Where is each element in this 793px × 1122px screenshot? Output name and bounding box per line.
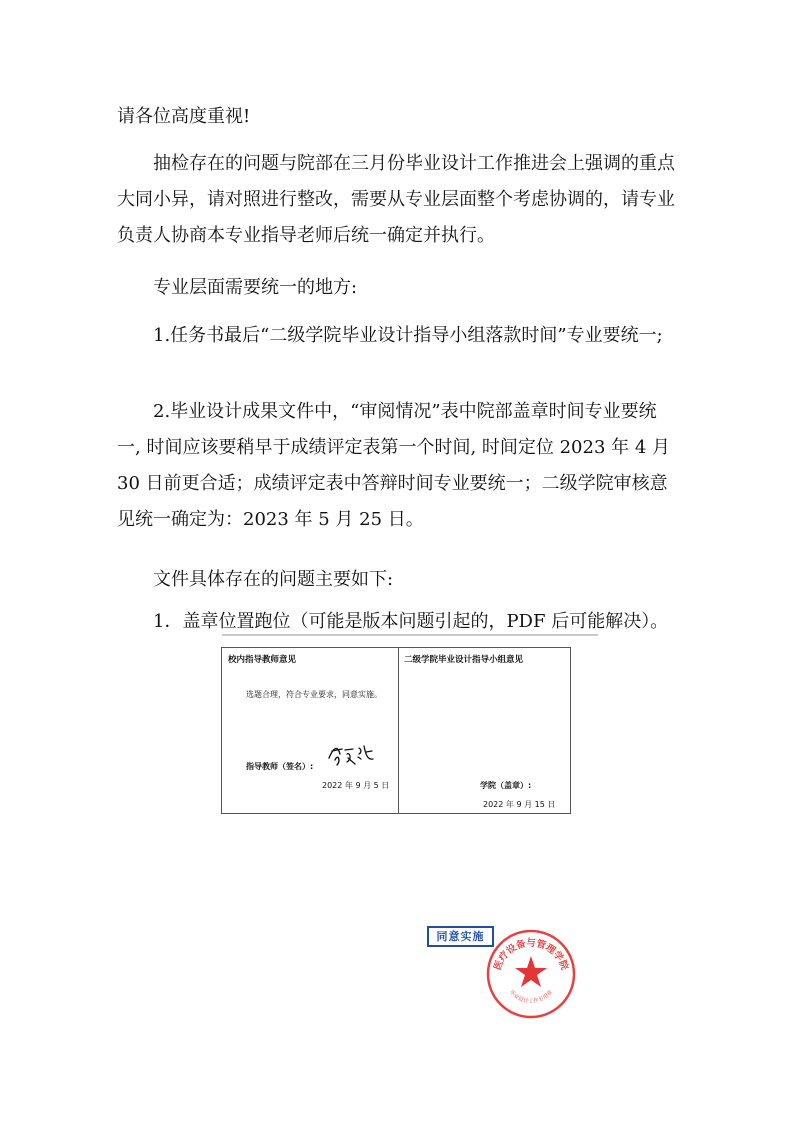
left-date: 2022 年 9 月 5 日 bbox=[322, 781, 390, 790]
red-seal-stamp bbox=[485, 928, 577, 1020]
handwritten-signature bbox=[326, 740, 376, 768]
right-cell-title: 二级学院毕业设计指导小组意见 bbox=[404, 655, 524, 665]
right-sign-label: 学院（盖章）: bbox=[480, 781, 532, 790]
left-sign-label: 指导教师（签名）: bbox=[246, 762, 314, 771]
paragraph-2: 抽检存在的问题与院部在三月份毕业设计工作推进会上强调的重点大同小异，请对照进行整改，需要从专业层面整个考虑协调的，请专业负责人协商本专业指导老师后统一确定并执行。 bbox=[117, 153, 675, 246]
paragraph-7: 1．盖章位置跑位（可能是版本问题引起的，PDF 后可能解决）。 bbox=[153, 611, 669, 632]
svg-text:毕业设计工作专用章: 毕业设计工作专用章 bbox=[507, 989, 555, 1005]
approve-stamp-box: 同意实施 bbox=[427, 926, 494, 947]
left-cell-title: 校内指导教师意见 bbox=[228, 655, 297, 665]
table-divider bbox=[398, 648, 399, 813]
paragraph-5: 2.毕业设计成果文件中，“审阅情况”表中院部盖章时间专业要统一, 时间应该要稍早于成绩评定表第一个时间, 时间定位 2023 年 4 月 30 日前更合适；成绩评定表中答辩时间专业要统一；二级学院审核意见统一确定为：2023 年 5 月 25 日。 bbox=[117, 401, 671, 530]
paragraph-1: 请各位高度重视! bbox=[117, 106, 251, 127]
screenshot-top-border bbox=[222, 634, 598, 636]
left-comment: 选题合理，符合专业要求，同意实施。 bbox=[246, 690, 382, 699]
paragraph-4: 1.任务书最后“二级学院毕业设计指导小组落款时间”专业要统一; bbox=[153, 325, 663, 346]
svg-text:医疗设备与管理学院: 医疗设备与管理学院 bbox=[492, 938, 570, 972]
paragraph-6: 文件具体存在的问题主要如下: bbox=[153, 569, 394, 590]
approval-table-screenshot bbox=[221, 647, 571, 814]
paragraph-3: 专业层面需要统一的地方: bbox=[153, 277, 358, 298]
right-date: 2022 年 9 月 15 日 bbox=[483, 800, 556, 809]
